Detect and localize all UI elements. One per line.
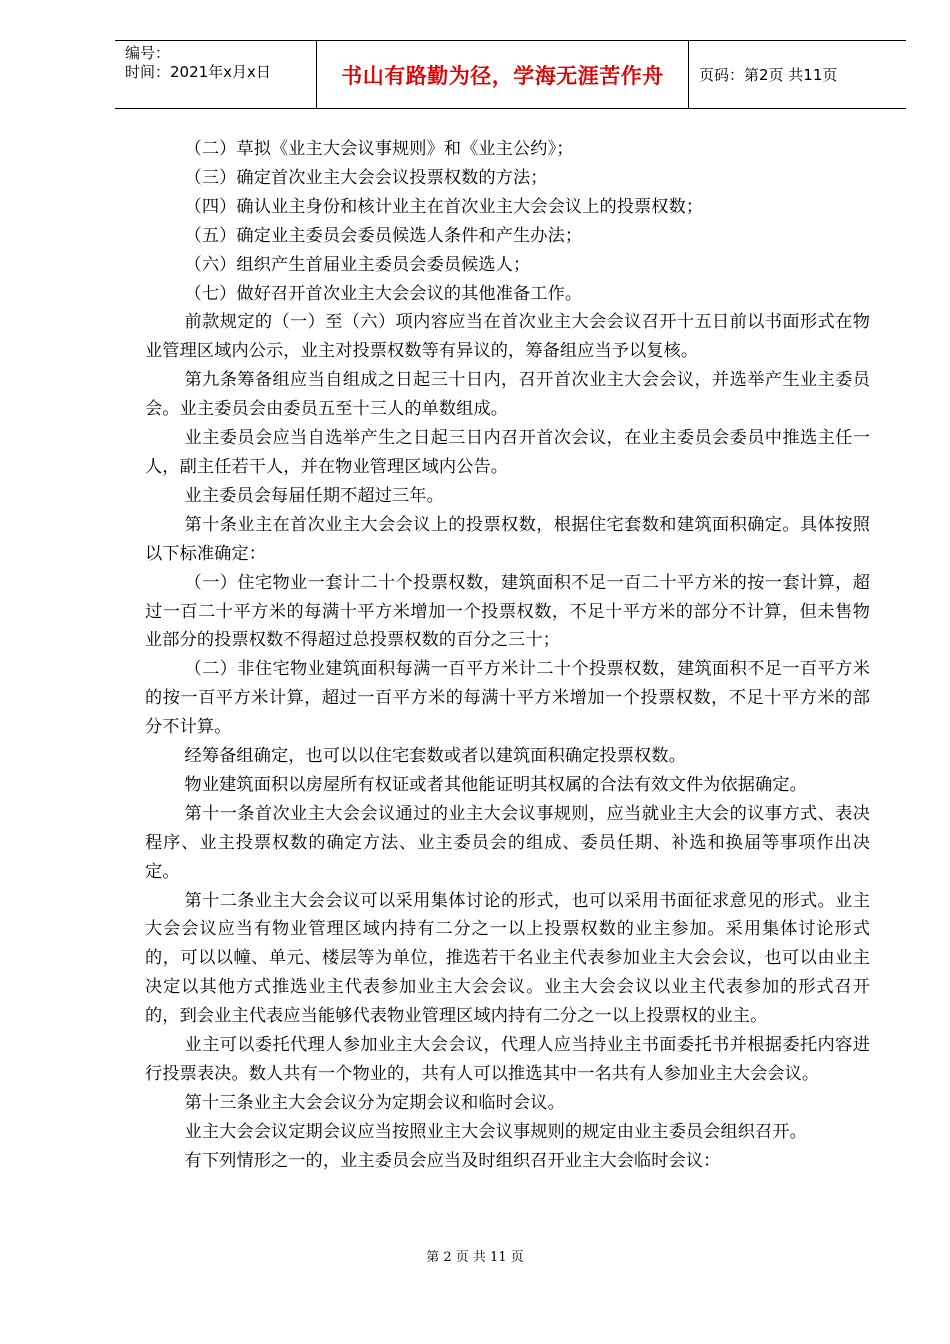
paragraph: （七）做好召开首次业主大会会议的其他准备工作。: [184, 283, 583, 304]
motto-text: 书山有路勤为径，学海无涯苦作舟: [341, 63, 664, 88]
paragraph: 业主委员会应当自选举产生之日起三日内召开首次会议，在业主委员会委员中推选主任一人，副主任若干人，并在物业管理区域内公告。: [145, 428, 870, 477]
footer-page-number: 第 2 页 共 11 页: [426, 1250, 524, 1265]
paragraph: 经筹备组确定，也可以以住宅套数或者以建筑面积确定投票权数。: [184, 746, 686, 767]
paragraph: 有下列情形之一的，业主委员会应当及时组织召开业主大会临时会议：: [184, 1150, 721, 1171]
document-time: 时间：2021年x月x日: [125, 63, 271, 81]
paragraph: （二）草拟《业主大会议事规则》和《业主公约》；: [184, 139, 574, 159]
paragraph: 业主委员会每届任期不超过三年。: [184, 485, 444, 506]
paragraph: （六）组织产生首届业主委员会委员候选人；: [184, 254, 531, 275]
paragraph: 第十条业主在首次业主大会会议上的投票权数，根据住宅套数和建筑面积确定。具体按照以下标准确定：: [145, 514, 870, 564]
paragraph: 物业建筑面积以房屋所有权证或者其他能证明其权属的合法有效文件为依据确定。: [184, 774, 807, 795]
paragraph: 第十三条业主大会会议分为定期会议和临时会议。: [184, 1092, 565, 1113]
document-number: 编号：: [125, 44, 171, 62]
page-number-label: 页码：第2页 共11页: [699, 66, 838, 84]
paragraph: 业主大会会议定期会议应当按照业主大会议事规则的规定由业主委员会组织召开。: [184, 1121, 807, 1142]
header-motto: [316, 41, 689, 108]
paragraph: （四）确认业主身份和核计业主在首次业主大会会议上的投票权数；: [184, 196, 704, 217]
paragraph: 前款规定的（一）至（六）项内容应当在首次业主大会会议召开十五日前以书面形式在物业管理区域内公示，业主对投票权数等有异议的，筹备组应当予以复核。: [145, 312, 870, 362]
header-meta: [115, 41, 315, 108]
header-page-info: [689, 41, 906, 108]
paragraph: 第九条筹备组应当自组成之日起三十日内，召开首次业主大会会议，并选举产生业主委员会。业主委员会由委员五至十三人的单数组成。: [145, 370, 870, 420]
paragraph: 第十二条业主大会会议可以采用集体讨论的形式，也可以采用书面征求意见的形式。业主大会会议应当有物业管理区域内持有二分之一以上投票权数的业主参加。采用集体讨论形式的，可以以幢、单元、楼层等为单位，推选若干名业主代表参加业主大会会议，也可以由业主决定以其他方式推选业主代表参加业主大会会议。业主大会会议以业主代表参加的形式召开的，到会业主代表应当能够代表物业管理区域内持有二分之一以上投票权的业主。: [145, 890, 870, 1027]
page-footer: [0, 1246, 950, 1265]
paragraph: （五）确定业主委员会委员候选人条件和产生办法；: [184, 225, 583, 246]
document-body: [145, 135, 870, 1176]
page-header: [115, 40, 906, 109]
paragraph: （三）确定首次业主大会会议投票权数的方法；: [184, 167, 548, 188]
paragraph: （一）住宅物业一套计二十个投票权数，建筑面积不足一百二十平方米的按一套计算，超过一百二十平方米的每满十平方米增加一个投票权数，不足十平方米的部分不计算，但未售物业部分的投票权数不得超过总投票权数的百分之三十；: [145, 572, 870, 651]
paragraph: 业主可以委托代理人参加业主大会会议，代理人应当持业主书面委托书并根据委托内容进行投票表决。数人共有一个物业的，共有人可以推选其中一名共有人参加业主大会会议。: [145, 1035, 870, 1084]
paragraph: （二）非住宅物业建筑面积每满一百平方米计二十个投票权数，建筑面积不足一百平方米的按一百平方米计算，超过一百平方米的每满十平方米增加一个投票权数，不足十平方米的部分不计算。: [145, 659, 870, 738]
paragraph: 第十一条首次业主大会会议通过的业主大会议事规则，应当就业主大会的议事方式、表决程序、业主投票权数的确定方法、业主委员会的组成、委员任期、补选和换届等事项作出决定。: [145, 803, 870, 882]
